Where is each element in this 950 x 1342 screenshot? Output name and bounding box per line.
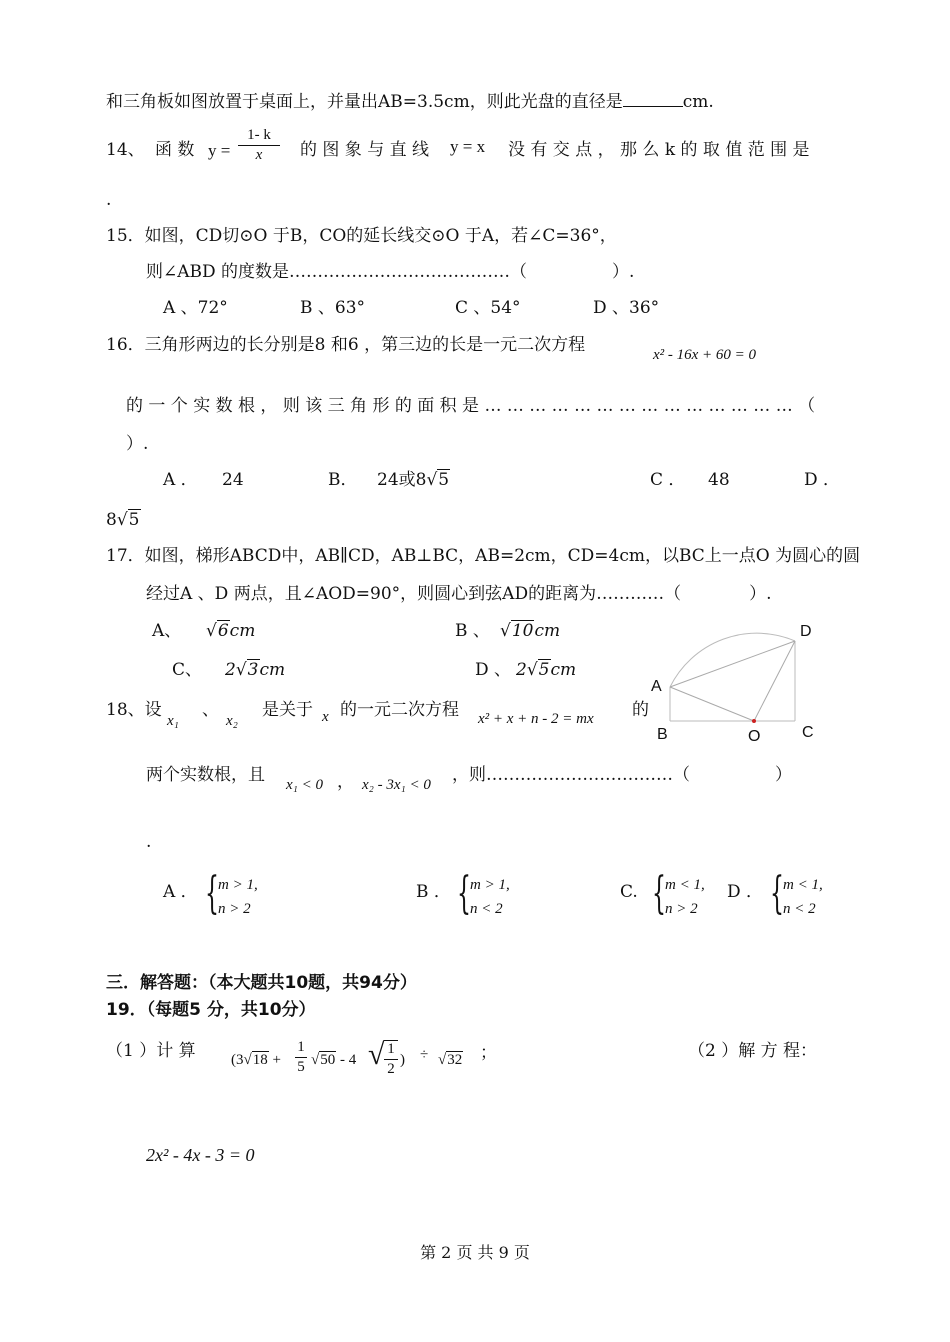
q16-opt-d-label: D ． [804,470,841,490]
q15-option-a: A 、72° [163,298,228,318]
q18-opt-c-line1: m < 1, [665,877,705,893]
q19-expr-r18: 18 [252,1052,268,1068]
q17-opt-b-unit: cm [534,621,561,641]
q18-opt-c-system [665,873,705,921]
q18-opt-b-system [470,873,510,921]
q19-expr-r32: 32 [447,1052,463,1068]
q17-opt-a-value: √6cm [206,621,256,641]
q18-x: x [322,709,329,725]
figure-arc [670,633,795,687]
q19-part1-label: （1 ）计 算 [106,1041,196,1061]
figure-center-dot [752,719,756,723]
q18-dot: . [146,832,152,852]
q18-line2-start: 两个实数根，且 [146,765,265,785]
q17-opt-d-value: 2√5cm [516,660,577,680]
q18-opt-a-label: A ． [163,882,198,902]
q18-equation: x² + x + n - 2 = mx [478,711,594,727]
q17-opt-c-value: 2√3cm [225,660,286,680]
q18-opt-c-brace: { [652,868,666,919]
q19-frac1-den: 5 [297,1059,305,1075]
q17-opt-c-label: C、 [172,660,203,680]
q18-text2: 的一元二次方程 [340,700,459,720]
q17-opt-a-unit: cm [229,621,256,641]
q18-opt-d-brace: { [770,868,784,919]
q19-expr-minus: - 4 [339,1052,357,1068]
q18-line2-end: ，则……………………………（ ） [452,765,792,785]
q16-opt-b-text: 24或8 [377,470,427,490]
q19-expr-r32-wrap: √32 [438,1052,463,1068]
q19-part2-label: （2 ）解 方 程： [688,1041,818,1061]
q18-opt-a-brace: { [205,868,219,919]
q14-text1: 函 数 [155,140,195,160]
q17-line2: 经过A 、D 两点，且∠AOD=90°，则圆心到弦AD的距离为…………（ ）. [146,584,772,604]
figure-label-a: A [651,678,662,695]
q16-opt-b-value: 24或8√5 [377,470,450,490]
q18-opt-b-line2: n < 2 [470,901,503,917]
q18-opt-d-label: D ． [727,882,764,902]
q17-opt-c-unit: cm [259,660,286,680]
q19-frac2-num: 1 [387,1041,395,1057]
q14-number: 14、 [106,140,145,160]
figure-label-o: O [748,728,761,745]
q19-expr-rparen: ) [400,1052,405,1068]
q18-opt-b-brace: { [457,868,471,919]
q19-expr-plus: + [272,1052,281,1068]
q16-opt-c-value: 48 [708,470,730,490]
q17-opt-d-coef: 2 [516,660,527,680]
q17-opt-b-label: B 、 [455,621,490,641]
q16-opt-b-radicand: 5 [438,470,450,490]
q18-opt-d-line1: m < 1, [783,877,823,893]
q19-expr-r50: 50 [320,1052,336,1068]
q14-dot: . [106,190,112,210]
q14-y-eq: y = [208,141,231,160]
q18-condition2: x₂ - 3x₁ < 0 [362,777,431,793]
q18-opt-c-label: C. [620,882,638,902]
figure-segment-ad [670,641,795,687]
q17-line1: 17．如图，梯形ABCD中，AB∥CD，AB⊥BC，AB=2cm，CD=4cm，以BC上一点O 为圆心的圆 [106,546,861,566]
q16-opt-d-coef: 8 [106,510,117,530]
q18-opt-a-system [218,873,258,921]
figure-segment-ao [670,687,754,721]
q16-line1: 16．三角形两边的长分别是8 和6 ，第三边的长是一元二次方程 [106,335,586,355]
q18-x1: x₁ [167,713,179,729]
q16-opt-a-label: A ． [163,470,198,490]
q16-line3: ）. [126,434,149,454]
q16-opt-c-label: C ． [650,470,686,490]
q18-opt-c-line2: n > 2 [665,901,698,917]
figure-label-c: C [802,724,814,741]
figure-label-d: D [800,623,812,640]
q18-text1: 是关于 [262,700,313,720]
q17-opt-d-radicand: 5 [538,660,550,680]
q18-x2: x₂ [226,713,238,729]
q16-opt-b-label: B． [328,470,358,490]
q17-opt-a-radicand: 6 [217,621,229,641]
q18-condition1: x₁ < 0 [286,777,323,793]
q19-expr-mid: √50 - 4 [311,1052,357,1068]
figure-segment-od [754,641,795,721]
q17-opt-d-label: D 、 [475,660,512,680]
q19-frac1-bar [295,1057,307,1058]
q14-text2: 的 图 象 与 直 线 [300,140,430,160]
q18-comma: ， [337,772,354,792]
q18-separator: 、 [202,700,219,720]
trapezoid-circle-figure [640,615,830,750]
q17-opt-b-value: √10cm [500,621,561,641]
q18-opt-a-line2: n > 2 [218,901,251,917]
q19-frac2-bar [384,1059,398,1060]
q19-frac1 [295,1040,307,1075]
q14-frac-bar [238,145,280,146]
q16-opt-a-value: 24 [222,470,244,490]
q19-part2-equation: 2x² - 4x - 3 = 0 [146,1145,255,1165]
q15-line1: 15．如图，CD切⊙O 于B，CO的延长线交⊙O 于A，若∠C=36°， [106,226,617,246]
q17-opt-d-unit: cm [550,660,577,680]
q13-blank [623,92,683,107]
figure-label-b: B [657,726,668,743]
q15-option-c: C 、54° [455,298,521,318]
q16-line2: 的 一 个 实 数 根 ， 则 该 三 角 形 的 面 积 是 … … … … … … … … … … … … … … （ [126,396,816,416]
q16-equation: x² - 16x + 60 = 0 [653,347,757,363]
q19-title: 19．（每题5 分，共10分） [106,1000,316,1020]
q14-frac-num: 1- k [247,127,271,143]
q15-line2: 则∠ABD 的度数是…………………………………（ ）. [146,262,635,282]
q19-frac2-den: 2 [387,1061,395,1077]
q18-opt-d-system [783,873,823,921]
q14-text3: 没 有 交 点 ， 那 么 k 的 取 值 范 围 是 [508,140,810,160]
q16-opt-d-radicand: 5 [128,510,140,530]
page-footer: 第 2 页 共 9 页 [420,1243,530,1262]
q13-line [106,92,714,111]
q13-unit: cm. [682,92,714,112]
q15-option-b: B 、63° [300,298,366,318]
q15-option-d: D 、36° [593,298,660,318]
q18-number: 18、设 [106,700,162,720]
q19-frac2 [384,1040,398,1077]
q18-opt-a-line1: m > 1, [218,877,258,893]
q17-opt-c-coef: 2 [225,660,236,680]
q14-frac-den: x [255,147,263,163]
q18-opt-b-line1: m > 1, [470,877,510,893]
section3-title: 三．解答题：（本大题共10题，共94分） [106,973,417,993]
q19-expr-lparen: (3 [231,1052,244,1068]
q19-frac1-num: 1 [297,1039,305,1055]
q17-opt-a-label: A、 [152,621,182,641]
q17-opt-c-radicand: 3 [247,660,259,680]
q14-fraction [238,128,280,163]
q19-big-radical: √ [368,1038,385,1071]
q17-opt-b-radicand: 10 [511,621,534,641]
q18-text3: 的 [632,700,649,720]
q19-semicolon: ； [480,1043,497,1063]
q14-line-eq: y = x [450,137,486,156]
q18-opt-d-line2: n < 2 [783,901,816,917]
q18-opt-b-label: B ． [416,882,451,902]
q13-text: 和三角板如图放置于桌面上，并量出AB=3.5cm，则此光盘的直径是 [106,92,623,112]
q16-opt-d-value: 8√5 [106,510,140,530]
q19-expr-open: (3√18 + [231,1052,281,1068]
q19-divide-sign: ÷ [420,1047,429,1063]
